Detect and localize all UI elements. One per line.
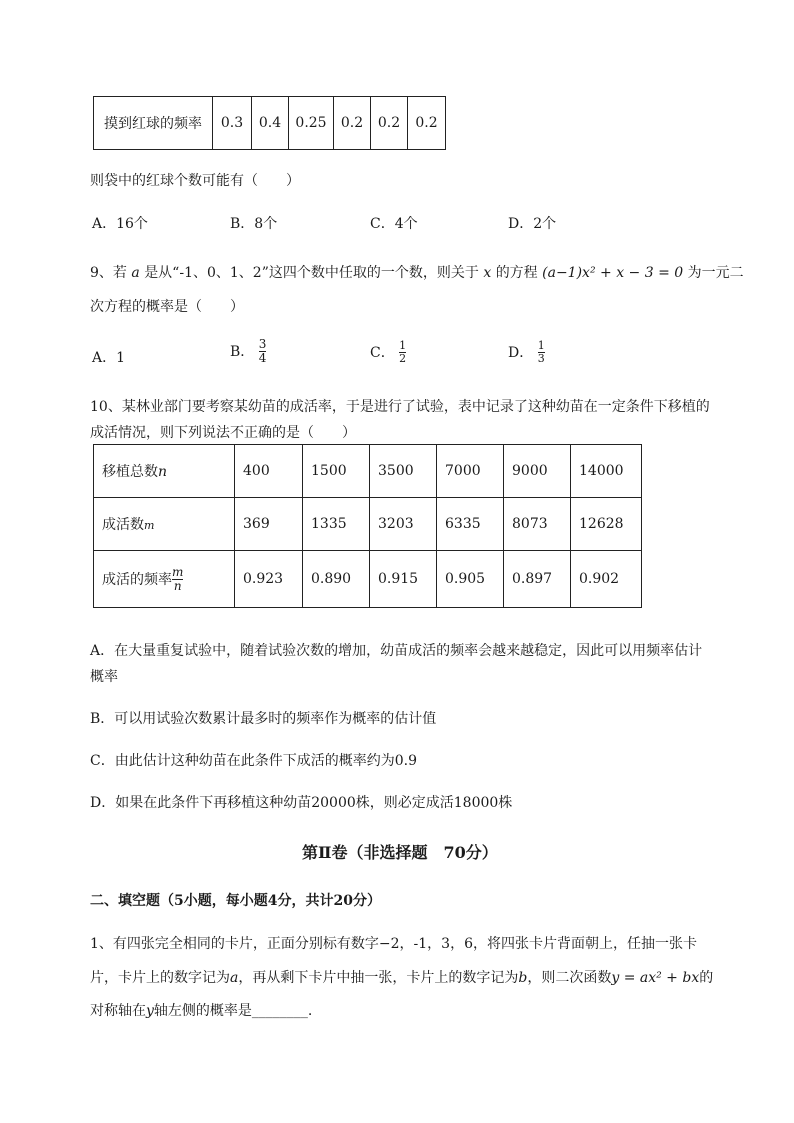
table-cell: 8073 bbox=[504, 498, 571, 551]
q9-option-a: A．1 bbox=[92, 350, 126, 366]
q9-line1 bbox=[90, 262, 744, 282]
fill-q1-text: 对称轴在 bbox=[90, 1003, 146, 1019]
table-cell: 0.2 bbox=[408, 97, 446, 150]
var-a: a bbox=[131, 265, 140, 281]
option-label: C． bbox=[370, 345, 395, 362]
fill-q1-text: 片，卡片上的数字记为 bbox=[90, 970, 230, 986]
quadratic-function: y = ax² + bx bbox=[611, 970, 700, 986]
fraction-numerator: 1 bbox=[399, 339, 407, 352]
table-cell: 0.915 bbox=[370, 551, 437, 608]
table-row-label bbox=[94, 445, 235, 498]
table-cell: 0.923 bbox=[235, 551, 303, 608]
table-cell: 0.905 bbox=[437, 551, 504, 608]
table-row bbox=[94, 498, 642, 551]
q10-option-a-line1: A．在大量重复试验中，随着试验次数的增加，幼苗成活的频率会越来越稳定，因此可以用频率估计 bbox=[90, 643, 703, 659]
table-cell: 6335 bbox=[437, 498, 504, 551]
table-row bbox=[94, 97, 446, 150]
table-cell: 0.902 bbox=[571, 551, 642, 608]
q9-line2: 次方程的概率是（ ） bbox=[90, 299, 244, 315]
fraction-numerator: 3 bbox=[258, 337, 267, 351]
table-row-label bbox=[94, 498, 235, 551]
fill-q1-text: ，则二次函数 bbox=[527, 970, 612, 986]
table-cell: 3500 bbox=[370, 445, 437, 498]
table-row bbox=[94, 445, 642, 498]
q9-text: 是从“-1、0、1、2”这四个数中任取的一个数，则关于 bbox=[144, 265, 479, 281]
table-row-label bbox=[94, 551, 235, 608]
fraction bbox=[399, 340, 406, 364]
q8-option-d: D．2个 bbox=[508, 216, 557, 232]
q8-option-c: C．4个 bbox=[370, 216, 418, 232]
table-cell: 12628 bbox=[571, 498, 642, 551]
q8-option-a: A．16个 bbox=[92, 216, 148, 232]
q10-option-b: B．可以用试验次数累计最多时的频率作为概率的估计值 bbox=[90, 711, 437, 727]
section-title: 第Ⅱ卷（非选择题 70分） bbox=[302, 843, 498, 862]
q10-line1: 10、某林业部门要考察某幼苗的成活率，于是进行了试验，表中记录了这种幼苗在一定条件下移植的 bbox=[90, 399, 710, 415]
q10-line2: 成活情况，则下列说法不正确的是（ ） bbox=[90, 425, 356, 441]
table-cell: 1500 bbox=[303, 445, 370, 498]
option-label: B． bbox=[230, 344, 255, 361]
var-m: m bbox=[144, 519, 155, 532]
seedling-survival-table bbox=[93, 444, 642, 608]
q8-question: 则袋中的红球个数可能有（ ） bbox=[90, 173, 300, 189]
table-cell: 3203 bbox=[370, 498, 437, 551]
fraction-denominator: 3 bbox=[537, 351, 545, 365]
fill-q1-text: 的 bbox=[699, 970, 714, 986]
fraction-numerator: m bbox=[172, 564, 184, 579]
table-cell: 7000 bbox=[437, 445, 504, 498]
table-cell: 0.2 bbox=[371, 97, 408, 150]
var-n: n bbox=[158, 464, 168, 480]
q10-option-d: D．如果在此条件下再移植这种幼苗20000株，则必定成活18000株 bbox=[90, 795, 513, 811]
q10-option-a-line2: 概率 bbox=[90, 669, 118, 685]
var-y: y bbox=[146, 1003, 154, 1019]
fill-q1-line1: 1、有四张完全相同的卡片，正面分别标有数字−2，-1，3，6，将四张卡片背面朝上，任抽一张卡 bbox=[90, 936, 697, 952]
q8-option-b: B．8个 bbox=[230, 216, 278, 232]
fraction-m-over-n bbox=[172, 566, 183, 592]
option-label: D． bbox=[508, 345, 534, 362]
row-label-text: 成活数 bbox=[102, 517, 144, 533]
table-row-label: 摸到红球的频率 bbox=[94, 97, 213, 150]
q9-equation: (a−1)x² + x − 3 = 0 bbox=[542, 265, 684, 281]
q9-option-c bbox=[370, 340, 406, 364]
q9-option-d bbox=[508, 340, 545, 364]
table-cell: 0.2 bbox=[334, 97, 371, 150]
table-cell: 369 bbox=[235, 498, 303, 551]
part2-heading: 二、填空题（5小题，每小题4分，共计20分） bbox=[90, 893, 381, 909]
q9-text: 为一元二 bbox=[687, 265, 744, 281]
var-x: x bbox=[483, 265, 492, 281]
fraction-denominator: 4 bbox=[258, 350, 267, 365]
q9-option-b bbox=[230, 338, 266, 364]
q9-text: 的方程 bbox=[495, 265, 538, 281]
fraction-denominator: 2 bbox=[399, 351, 407, 365]
table-cell: 9000 bbox=[504, 445, 571, 498]
fraction bbox=[538, 340, 545, 364]
var-a: a bbox=[230, 970, 239, 986]
q10-option-c: C．由此估计这种幼苗在此条件下成活的概率约为0.9 bbox=[90, 753, 417, 769]
red-ball-frequency-table bbox=[93, 96, 446, 150]
q9-text: 9、若 bbox=[90, 265, 127, 281]
fraction-numerator: 1 bbox=[537, 339, 545, 352]
table-cell: 0.897 bbox=[504, 551, 571, 608]
fraction-denominator: n bbox=[173, 578, 182, 593]
table-cell: 0.4 bbox=[252, 97, 289, 150]
table-row bbox=[94, 551, 642, 608]
row-label-text: 成活的频率 bbox=[102, 572, 172, 588]
fill-q1-text: ，再从剩下卡片中抽一张，卡片上的数字记为 bbox=[238, 970, 519, 986]
fill-q1-line3 bbox=[90, 1000, 312, 1020]
var-b: b bbox=[518, 970, 528, 986]
row-label-text: 移植总数 bbox=[102, 464, 158, 480]
table-cell: 0.890 bbox=[303, 551, 370, 608]
table-cell: 14000 bbox=[571, 445, 642, 498]
table-cell: 0.25 bbox=[289, 97, 334, 150]
table-cell: 1335 bbox=[303, 498, 370, 551]
fill-q1-text: 轴左侧的概率是________. bbox=[153, 1003, 313, 1019]
table-cell: 0.3 bbox=[213, 97, 252, 150]
fraction bbox=[259, 338, 267, 364]
fill-q1-line2 bbox=[90, 967, 713, 987]
table-cell: 400 bbox=[235, 445, 303, 498]
